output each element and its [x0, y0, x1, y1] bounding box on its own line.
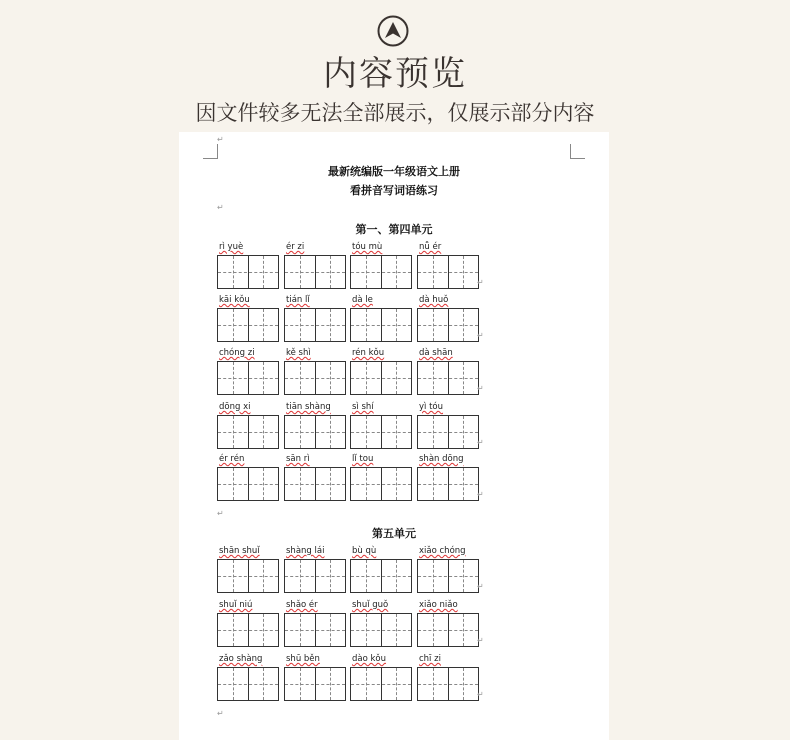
paragraph-mark: ↵ [217, 509, 224, 518]
writing-grid [350, 415, 412, 449]
pinyin-label: dà shān [419, 348, 453, 358]
margin-corner-top-left [203, 144, 218, 159]
document-subtitle: 看拼音写词语练习 [350, 184, 438, 197]
pinyin-label: rì yuè [219, 242, 244, 252]
pinyin-label: bù qù [352, 546, 377, 556]
writing-grid [284, 308, 346, 342]
paragraph-mark: ↵ [477, 278, 484, 287]
writing-grid [284, 361, 346, 395]
writing-grid [350, 559, 412, 593]
writing-grid [417, 613, 479, 647]
page-subtitle: 因文件较多无法全部展示，仅展示部分内容 [195, 101, 595, 125]
paragraph-mark: ↵ [477, 331, 484, 340]
writing-grid [217, 667, 279, 701]
writing-grid [417, 559, 479, 593]
writing-grid [217, 415, 279, 449]
paragraph-mark: ↵ [477, 384, 484, 393]
pinyin-label: zǎo shàng [219, 654, 263, 664]
writing-grid [350, 467, 412, 501]
writing-grid [217, 613, 279, 647]
writing-grid [350, 255, 412, 289]
pinyin-label: shǎo ér [286, 600, 318, 610]
paragraph-mark: ↵ [217, 203, 224, 212]
pinyin-label: dào kǒu [352, 654, 387, 664]
paragraph-mark: ↵ [477, 438, 484, 447]
paragraph-mark: ↵ [477, 690, 484, 699]
writing-grid [350, 613, 412, 647]
document-preview [179, 132, 609, 740]
writing-grid [417, 415, 479, 449]
pinyin-label: ér rén [219, 454, 245, 464]
paragraph-mark: ↵ [477, 636, 484, 645]
margin-corner-top-right [570, 144, 585, 159]
pinyin-label: sì shí [352, 402, 374, 412]
section-heading: 第一、第四单元 [355, 223, 433, 236]
paragraph-mark: ↵ [217, 709, 224, 718]
pinyin-label: sān rì [286, 454, 310, 464]
writing-grid [217, 255, 279, 289]
writing-grid [284, 667, 346, 701]
pinyin-label: tóu mù [352, 242, 383, 252]
pinyin-label: kě shì [286, 348, 311, 358]
pinyin-label: rén kǒu [352, 348, 385, 358]
pinyin-label: dà le [352, 295, 373, 305]
page-title: 内容预览 [323, 54, 467, 94]
chevron-up-circle-icon [377, 15, 409, 47]
pinyin-label: chóng zi [219, 348, 255, 358]
pinyin-label: dà huǒ [419, 295, 449, 305]
writing-grid [417, 308, 479, 342]
writing-grid [350, 361, 412, 395]
paragraph-mark: ↵ [477, 490, 484, 499]
writing-grid [417, 255, 479, 289]
paragraph-mark: ↵ [217, 135, 224, 144]
writing-grid [417, 667, 479, 701]
pinyin-label: tián lǐ [286, 295, 310, 305]
pinyin-label: yì tóu [419, 402, 444, 412]
writing-grid [350, 667, 412, 701]
paragraph-mark: ↵ [477, 582, 484, 591]
writing-grid [284, 255, 346, 289]
pinyin-label: ér zi [286, 242, 305, 252]
document-title: 最新统编版一年级语文上册 [328, 165, 460, 178]
writing-grid [217, 308, 279, 342]
writing-grid [284, 415, 346, 449]
pinyin-label: shàng lái [286, 546, 325, 556]
pinyin-label: shuǐ niú [219, 600, 253, 610]
pinyin-label: shàn dōng [419, 454, 464, 464]
writing-grid [284, 559, 346, 593]
pinyin-label: lǐ tou [352, 454, 374, 464]
pinyin-label: chī zi [419, 654, 441, 664]
writing-grid [417, 467, 479, 501]
pinyin-label: shuǐ guǒ [352, 600, 389, 610]
pinyin-label: dōng xi [219, 402, 251, 412]
section-heading: 第五单元 [372, 527, 416, 540]
writing-grid [417, 361, 479, 395]
pinyin-label: xiǎo chóng [419, 546, 466, 556]
writing-grid [217, 559, 279, 593]
pinyin-label: shān shuǐ [219, 546, 260, 556]
pinyin-label: tiān shàng [286, 402, 331, 412]
writing-grid [350, 308, 412, 342]
pinyin-label: kāi kǒu [219, 295, 250, 305]
writing-grid [217, 361, 279, 395]
writing-grid [217, 467, 279, 501]
writing-grid [284, 467, 346, 501]
pinyin-label: nǚ ér [419, 242, 442, 252]
pinyin-label: shū běn [286, 654, 320, 664]
pinyin-label: xiǎo niǎo [419, 600, 458, 610]
writing-grid [284, 613, 346, 647]
